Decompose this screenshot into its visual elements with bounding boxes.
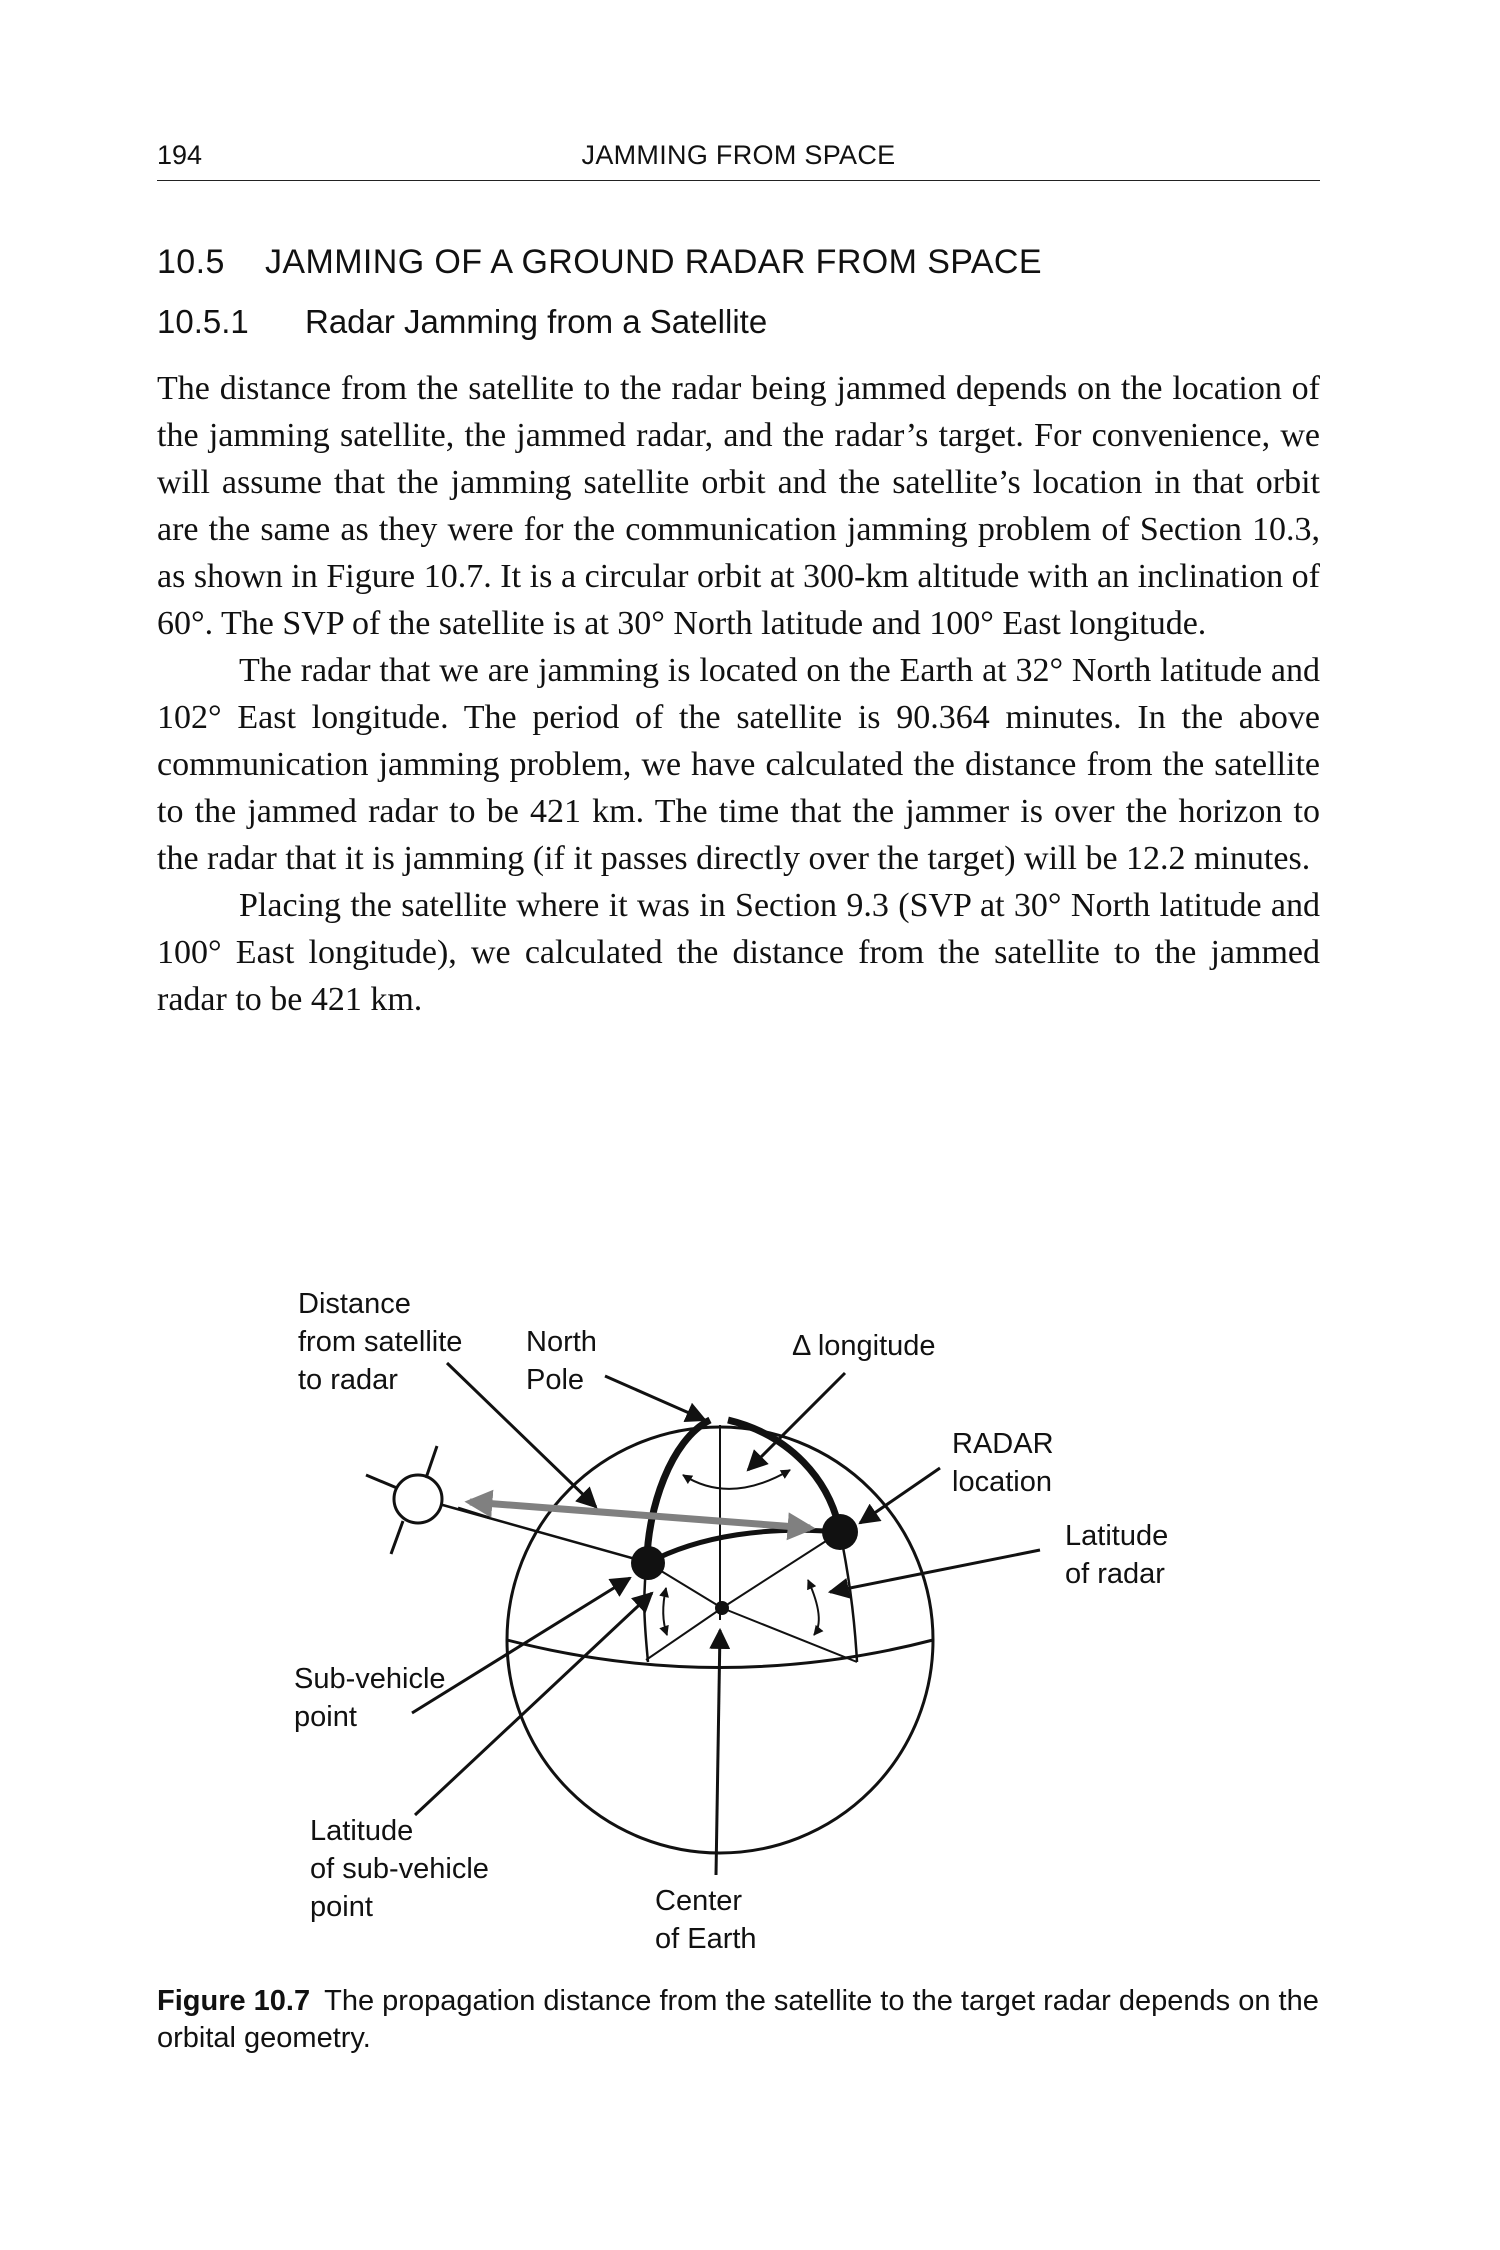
orbital-geometry-diagram [0, 1270, 1500, 1970]
radar-meridian-lower [840, 1532, 857, 1662]
great-circle-arc [648, 1530, 840, 1563]
label-center-earth: Center of Earth [655, 1885, 757, 1955]
caption-text: The propagation distance from the satellite to the target radar depends on the orbital geometry. [157, 1985, 1319, 2054]
center-of-earth-marker [715, 1601, 729, 1615]
subsection-heading [157, 303, 767, 341]
label-radar-location: RADAR location [952, 1428, 1054, 1498]
label-delta-longitude: Δ longitude [792, 1330, 936, 1362]
label-latitude-radar: Latitude of radar [1065, 1520, 1169, 1590]
leader-latitude-sub-vehicle [415, 1593, 652, 1815]
subsection-number: 10.5.1 [157, 303, 249, 340]
subsection-title: Radar Jamming from a Satellite [305, 303, 768, 340]
leader-radar-location [860, 1468, 940, 1523]
radius-to-radar [722, 1532, 840, 1608]
leader-north-pole [605, 1376, 705, 1420]
label-sub-vehicle: Sub-vehicle point [294, 1663, 446, 1733]
leader-latitude-radar [830, 1550, 1040, 1592]
label-latitude-sub-vehicle: Latitude of sub-vehicle point [310, 1815, 489, 1923]
section-number: 10.5 [157, 243, 225, 281]
section-title: JAMMING OF A GROUND RADAR FROM SPACE [265, 243, 1042, 281]
radius-to-equator-right [722, 1608, 857, 1662]
latitude-radar-arc [808, 1580, 819, 1635]
running-title: JAMMING FROM SPACE [581, 140, 896, 170]
latitude-sub-vehicle-arc [663, 1588, 667, 1635]
sub-vehicle-meridian [647, 1420, 710, 1560]
label-distance: Distance from satellite to radar [298, 1288, 463, 1396]
body-text [157, 365, 1320, 1023]
running-head [157, 140, 1320, 181]
radius-to-equator-left [646, 1608, 722, 1660]
page-number: 194 [157, 140, 203, 170]
caption-label: Figure 10.7 [157, 1985, 311, 2017]
figure-10-7 [0, 1270, 1500, 1970]
delta-longitude-arc [683, 1470, 790, 1489]
radar-location-marker [822, 1514, 858, 1550]
paragraph-1: The distance from the satellite to the radar being jammed depends on the location of the jamming satellite, the jammed radar, and the radar’s target. For convenience, we will assume that the jamming satellite orbit and the satellite’s location in that orbit are the same as they were for the communication jamming problem of Section 10.3, as shown in Figure 10.7. It is a circular orbit at 300-km altitude with an inclination of 60°. The SVP of the satellite is at 30° North latitude and 100° East longitude. [157, 370, 1320, 642]
distance-arrow [470, 1502, 810, 1528]
paragraph-2: The radar that we are jamming is located on the Earth at 32° North latitude and 102° East longitude. The period of the satellite is 90.364 minutes. In the above communication jamming problem, we have calculated the distance from the satellite to the jammed radar to be 421 km. The time that the jammer is over the horizon to the radar that it is jamming (if it passes directly over the target) will be 12.2 minutes. [157, 652, 1320, 877]
sub-vehicle-point-marker [631, 1546, 665, 1580]
paragraph-3: Placing the satellite where it was in Section 9.3 (SVP at 30° North latitude and 100° East longitude), we calculated the distance from the satellite to the jammed radar to be 421 km. [157, 887, 1320, 1018]
section-heading [157, 243, 1042, 282]
figure-caption [157, 1983, 1320, 2057]
label-north-pole: North Pole [526, 1326, 597, 1396]
